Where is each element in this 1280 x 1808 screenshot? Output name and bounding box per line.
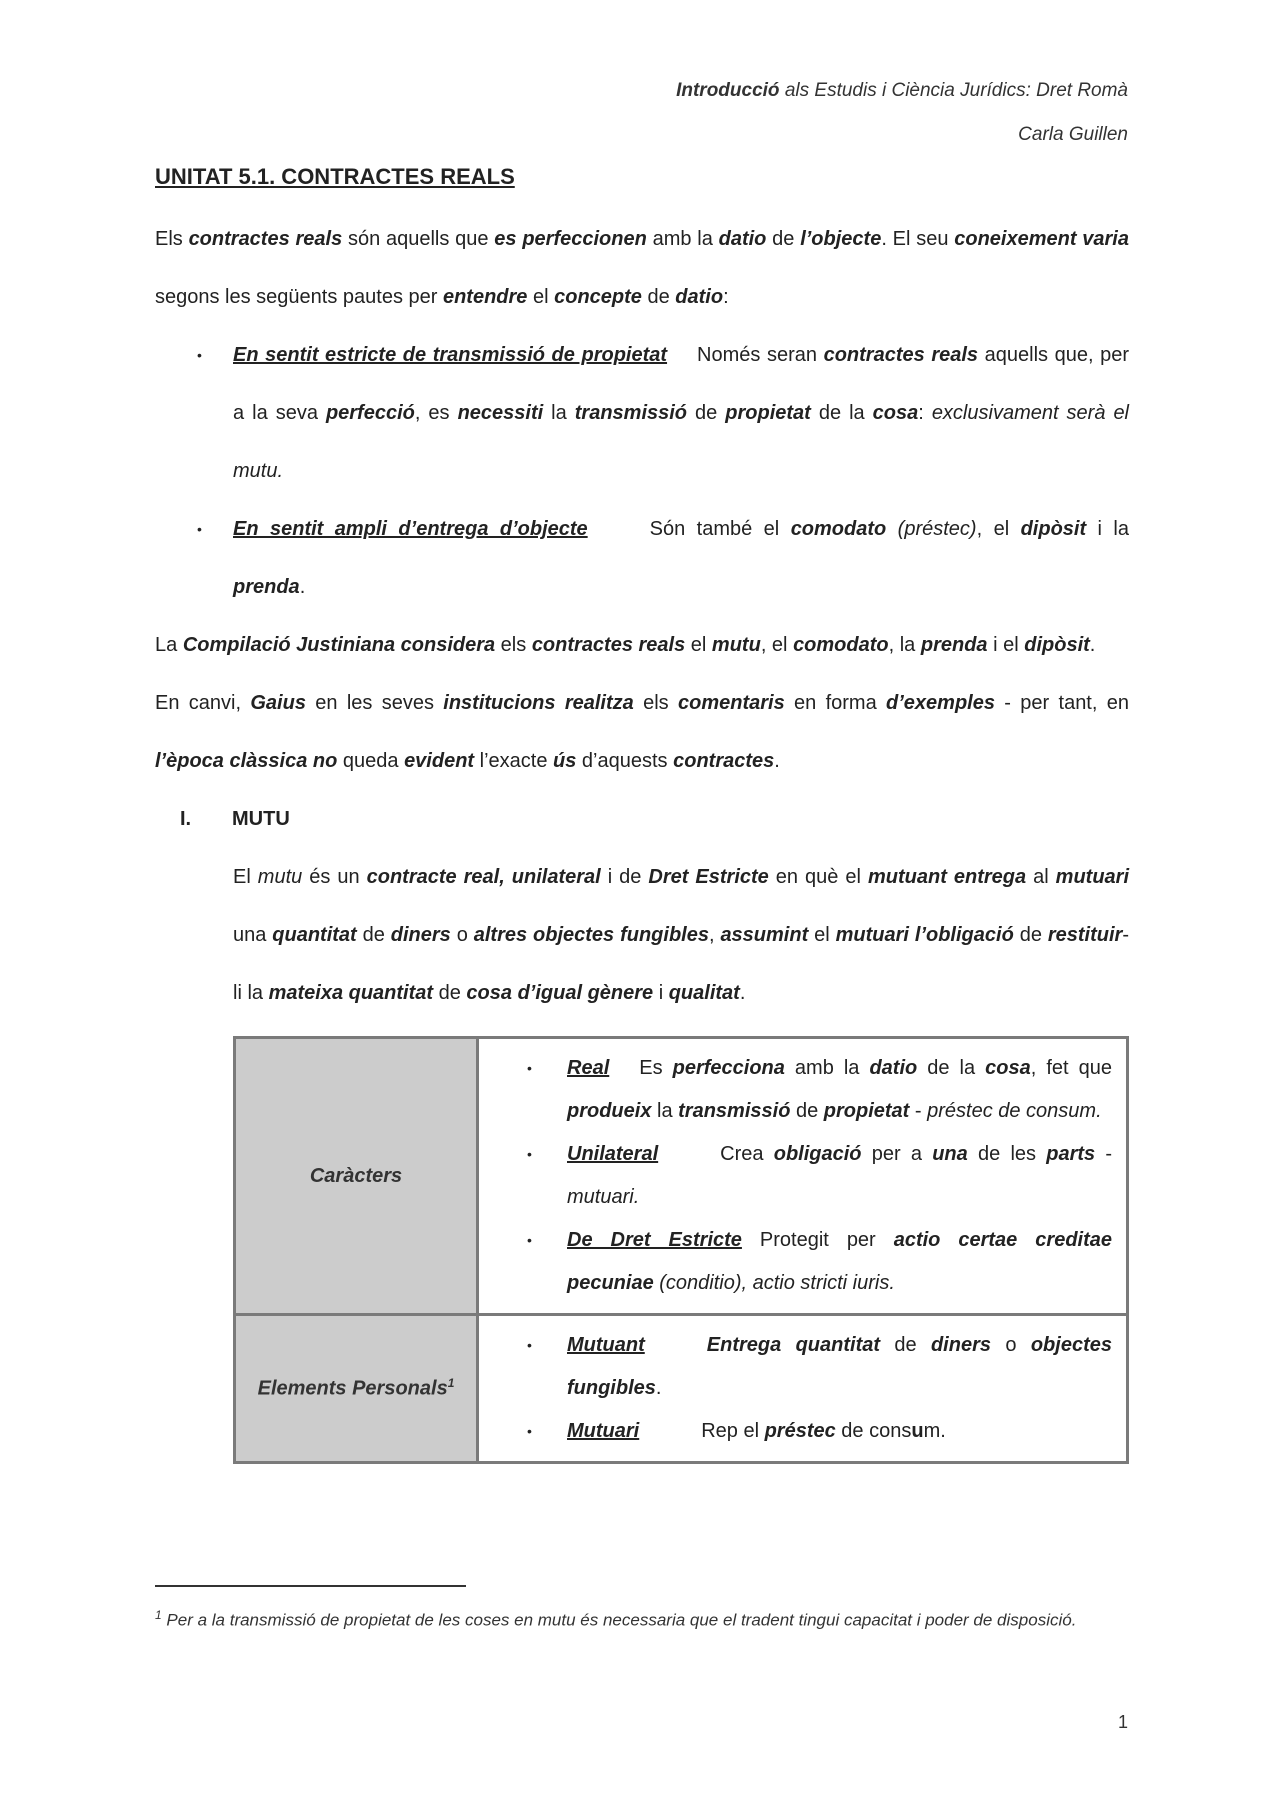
main-content	[155, 160, 1129, 1464]
list-item: • En sentit ampli d’entrega d’objecte Són també el comodato (préstec), el dipòsit i la prenda.	[155, 500, 1129, 616]
footnote: $^1$ Per a la transmissió de propietat de les coses en mutu és necessaria que el tradent tingui capacitat i poder de disposició.	[155, 1608, 1077, 1630]
datio-criteria-list	[155, 326, 1129, 616]
list-item: • Unilateral Crea obligació per a una de les parts - mutuari.	[479, 1133, 1112, 1219]
course-header-bold: Introducció	[676, 80, 780, 101]
author-name: Carla Guillen	[1018, 124, 1128, 145]
row-label-elements-personals: Elements Personals$^1$	[235, 1315, 478, 1463]
table-row	[235, 1038, 1128, 1315]
list-item: • Real Es perfecciona amb la datio de la cosa, fet que produeix la transmissió de propietat - préstec de consum.	[479, 1047, 1112, 1133]
table-row	[235, 1315, 1128, 1463]
elements-personals-cell	[478, 1315, 1128, 1463]
course-header-rest: als Estudis i Ciència Jurídics: Dret Romà	[779, 80, 1128, 101]
section-heading: I. MUTU	[180, 808, 290, 830]
list-item: • De Dret Estricte Protegit per actio certae creditae pecuniae (conditio), actio stricti iuris.	[479, 1219, 1112, 1305]
page-number: 1	[1117, 1712, 1128, 1732]
mutu-characteristics-table	[233, 1036, 1129, 1464]
course-header	[676, 80, 1128, 102]
caracters-cell	[478, 1038, 1128, 1315]
row-label-caracters: Caràcters	[235, 1038, 478, 1315]
mutu-definition: El mutu és un contracte real, unilateral i de Dret Estricte en què el mutuant entrega al mutuari una quantitat de diners o altres objectes fungibles, assumint el mutuari l’obligació de restituir-li la mateixa quantitat de cosa d’igual gènere i qualitat.	[233, 866, 1130, 1004]
gaius-paragraph: En canvi, Gaius en les seves institucions realitza els comentaris en forma d’exemples - per tant, en l’època clàssica no queda evident l’exacte ús d’aquests contractes.	[155, 692, 1129, 772]
compilation-paragraph: La Compilació Justiniana considera els contractes reals el mutu, el comodato, la prenda i el dipòsit.	[155, 634, 1096, 656]
footnote-separator	[155, 1585, 466, 1587]
list-item: • Mutuant Entrega quantitat de diners o objectes fungibles.	[479, 1324, 1112, 1410]
footnote-ref: 1	[447, 1376, 455, 1391]
unit-title: UNITAT 5.1. CONTRACTES REALS	[155, 164, 515, 189]
list-item: • Mutuari Rep el préstec de consum.	[479, 1410, 1112, 1453]
list-item: • En sentit estricte de transmissió de propietat Només seran contractes reals aquells que, per a la seva perfecció, es necessiti la transmissió de propietat de la cosa: exclusivament serà el mutu.	[155, 326, 1129, 500]
intro-paragraph: Els contractes reals són aquells que es perfeccionen amb la datio de l’objecte. El seu coneixement varia segons les següents pautes per entendre el concepte de datio:	[155, 228, 1129, 308]
